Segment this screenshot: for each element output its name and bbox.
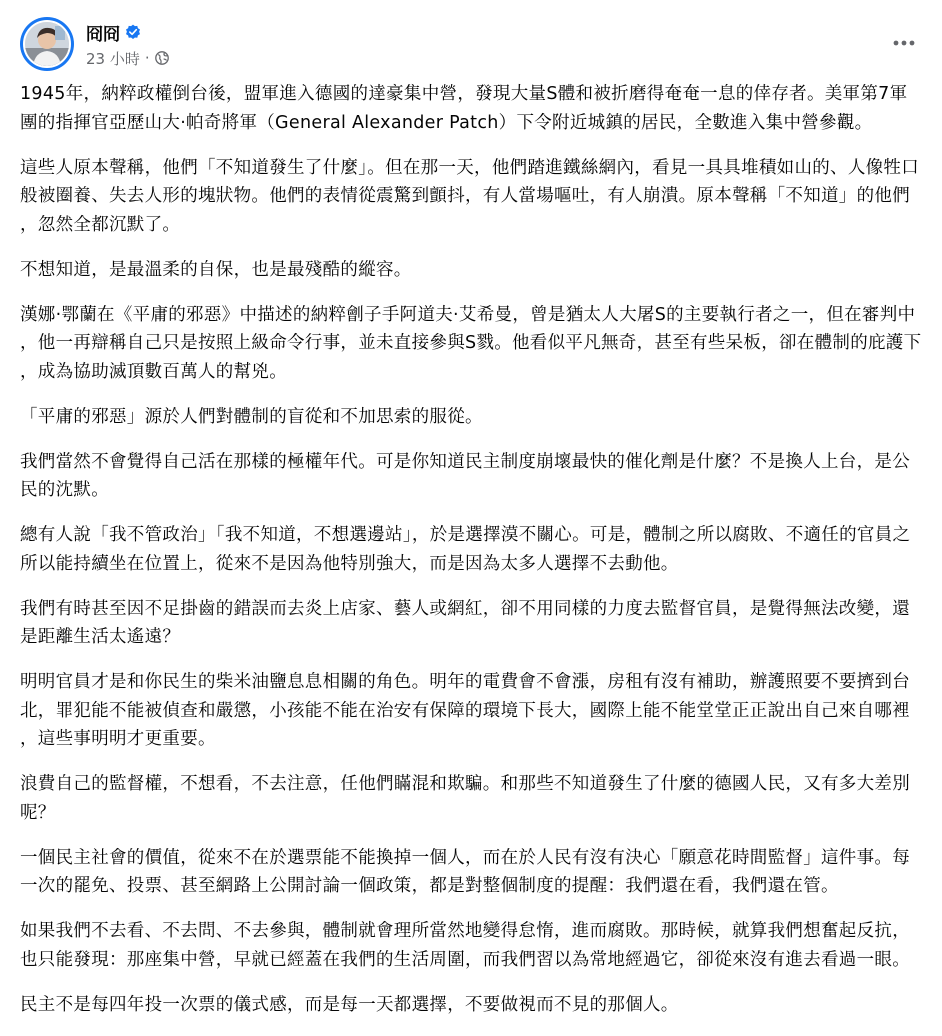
- more-options-button[interactable]: [886, 25, 922, 61]
- post-paragraph-10: 浪費自己的監督權，不想看，不去注意，任他們瞞混和欺騙。和那些不知道發生了什麼的德國人民，又有多大差別呢？: [20, 774, 910, 823]
- post-paragraph-8: 我們有時甚至因不足掛齒的錯誤而去炎上店家、藝人或網紅，卻不用同樣的力度去監督官員，是覺得無法改變，還是距離生活太遙遠？: [20, 598, 910, 647]
- globe-icon[interactable]: [155, 51, 169, 65]
- author-name[interactable]: 冏冏: [86, 24, 120, 45]
- post-paragraph-5: 「平庸的邪惡」源於人們對體制的盲從和不加思索的服從。: [20, 406, 483, 427]
- verified-badge-icon: [125, 24, 141, 40]
- post-paragraph-12: 如果我們不去看、不去問、不去參與，體制就會理所當然地變得怠惰，進而腐敗。那時候，就算我們想奮起反抗，也只能發現：那座集中營，早就已經蓋在我們的生活周圍，而我們習以為常地經過它，卻從來沒有進去看過一眼。: [20, 921, 910, 970]
- meta-separator: ·: [144, 49, 150, 67]
- post-body: [20, 80, 922, 1036]
- post-paragraph-11: 一個民主社會的價值，從來不在於選票能不能換掉一個人，而在於人民有沒有決心「願意花時間監督」這件事。每一次的罷免、投票、甚至網路上公開討論一個政策，都是對整個制度的提醒：我們還在看，我們還在管。: [20, 847, 910, 896]
- timestamp[interactable]: 23 小時: [86, 49, 140, 68]
- post-paragraph-3: 不想知道，是最溫柔的自保，也是最殘酷的縱容。: [20, 259, 412, 280]
- more-options-icon: [892, 39, 916, 47]
- post-paragraph-13: 民主不是每四年投一次票的儀式感，而是每一天都選擇，不要做視而不見的那個人。: [20, 994, 679, 1015]
- post-paragraph-1: 1945年，納粹政權倒台後，盟軍進入德國的達豪集中營，發現大量S體和被折磨得奄奄一息的倖存者。美軍第7軍團的指揮官亞歷山大·帕奇將軍（General Alexander Patch）下令附近城鎮的居民，全數進入集中營參觀。: [20, 84, 908, 133]
- author-line: [86, 19, 141, 45]
- post-header: [0, 0, 942, 76]
- post-paragraph-2: 這些人原本聲稱，他們「不知道發生了什麼」。但在那一天，他們踏進鐵絲網內，看見一具具堆積如山的、人像牲口般被圈養、失去人形的塊狀物。他們的表情從震驚到顫抖，有人當場嘔吐，有人崩潰。原本聲稱「不知道」的他們，忽然全都沉默了。: [20, 157, 920, 235]
- post-paragraph-4: 漢娜·鄂蘭在《平庸的邪惡》中描述的納粹劊子手阿道夫·艾希曼，曾是猶太人大屠S的主要執行者之一，但在審判中，他一再辯稱自己只是按照上級命令行事，並未直接參與S戮。他看似平凡無奇，甚至有些呆板，卻在體制的庇護下，成為協助滅頂數百萬人的幫兇。: [20, 304, 922, 382]
- post-paragraph-6: 我們當然不會覺得自己活在那樣的極權年代。可是你知道民主制度崩壞最快的催化劑是什麼？不是換人上台，是公民的沈默。: [20, 451, 910, 500]
- post-meta: [86, 47, 169, 69]
- post-paragraph-9: 明明官員才是和你民生的柴米油鹽息息相關的角色。明年的電費會不會漲，房租有沒有補助，辦護照要不要擠到台北，罪犯能不能被偵查和嚴懲，小孩能不能在治安有保障的環境下長大，國際上能不能堂堂正正說出自己來自哪裡，這些事明明才更重要。: [20, 672, 910, 749]
- avatar-image: [23, 20, 71, 68]
- post-paragraph-7: 總有人說「我不管政治」「我不知道，不想選邊站」，於是選擇漠不關心。可是，體制之所以腐敗、不適任的官員之所以能持續坐在位置上，從來不是因為他特別強大，而是因為太多人選擇不去動他。: [20, 525, 911, 574]
- avatar[interactable]: [20, 17, 74, 71]
